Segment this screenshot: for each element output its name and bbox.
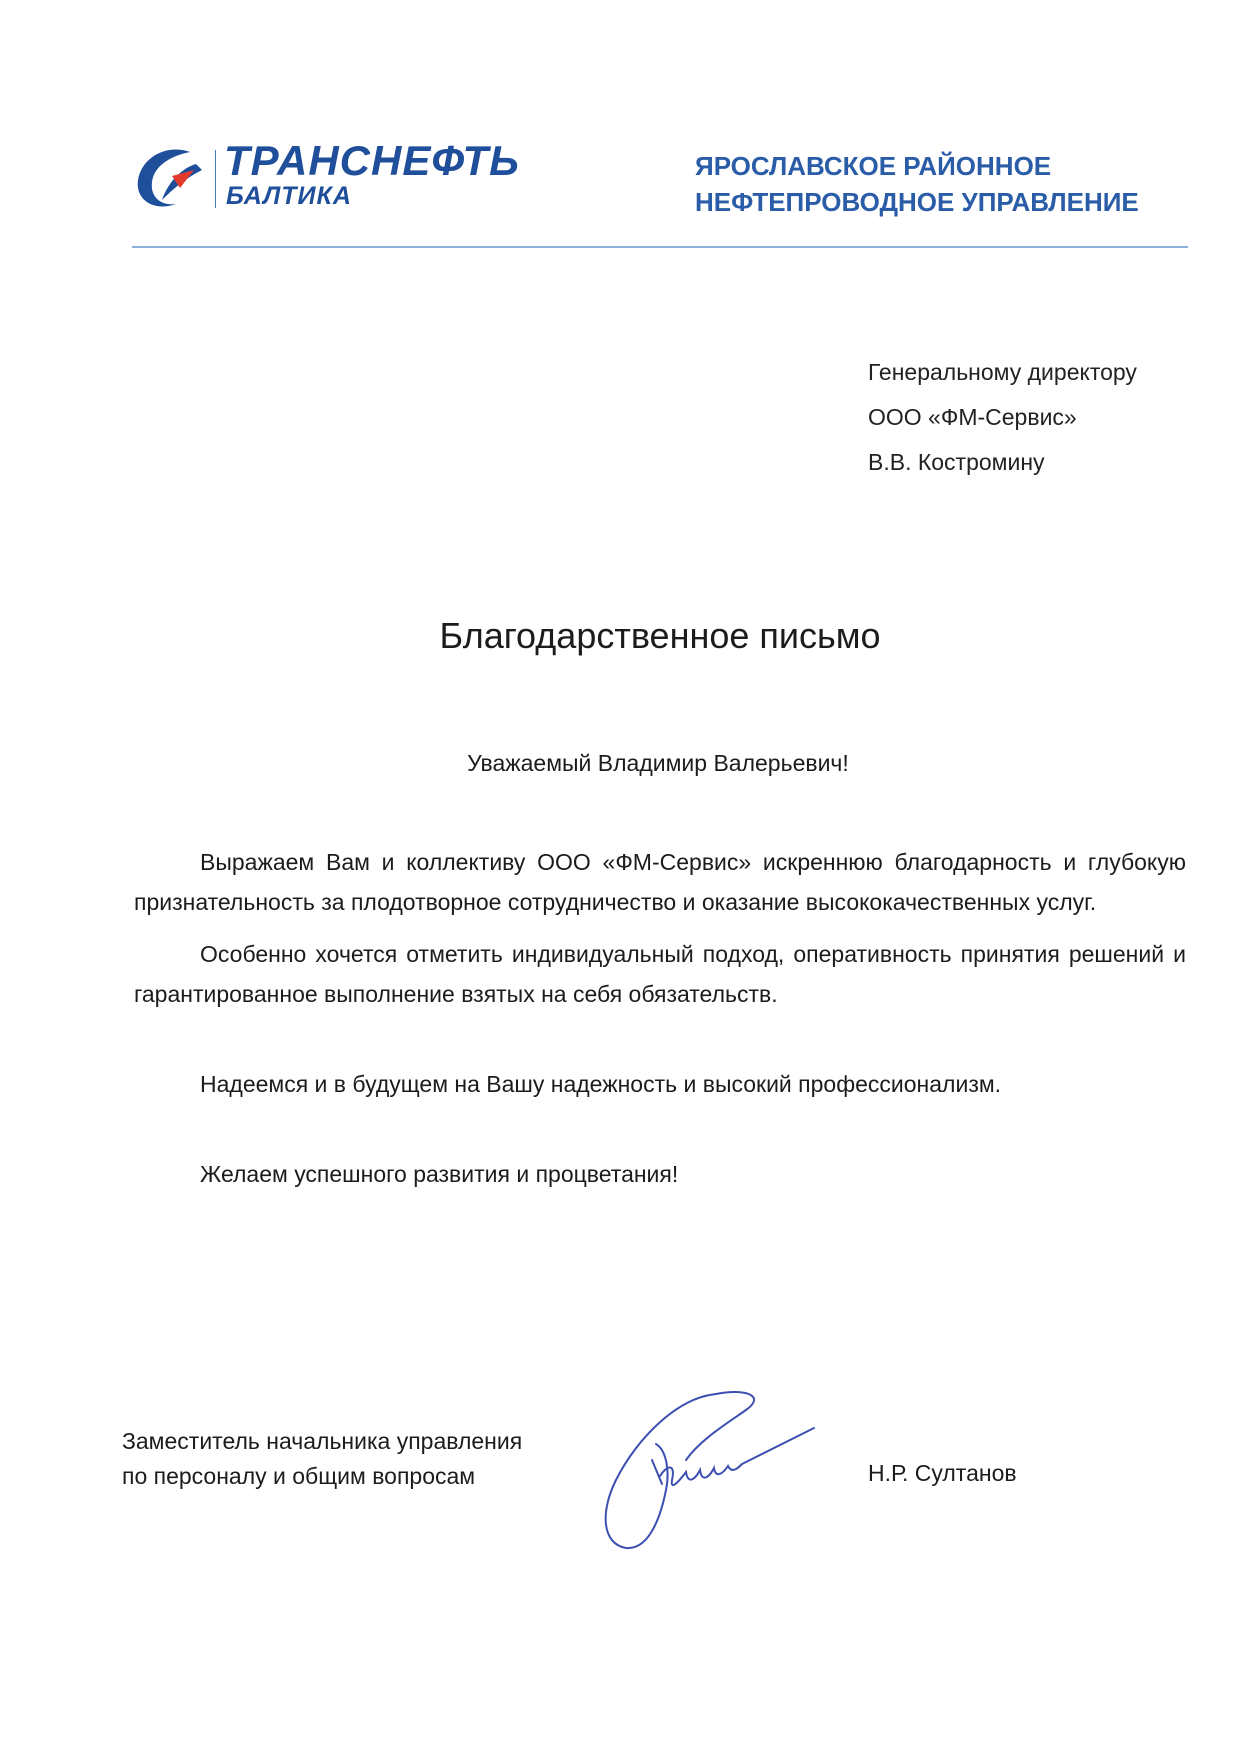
- organization-name: [695, 148, 1139, 220]
- org-line-2: НЕФТЕПРОВОДНОЕ УПРАВЛЕНИЕ: [695, 187, 1139, 217]
- salutation: Уважаемый Владимир Валерьевич!: [467, 750, 849, 776]
- signatory-name: Н.Р. Султанов: [868, 1460, 1017, 1486]
- company-logo: [132, 138, 562, 218]
- body-paragraph: Надеемся и в будущем на Вашу надежность и высокий профессионализм.: [200, 1071, 1002, 1097]
- letter-body: [134, 842, 1186, 1194]
- handwritten-signature: [596, 1380, 826, 1560]
- logo-divider: [215, 150, 216, 208]
- logo-name: ТРАНСНЕФТЬ: [224, 137, 520, 184]
- body-paragraph: Выражаем Вам и коллективу ООО «ФМ-Сервис» искреннюю благодарность и глубокую признательность за плодотворное сотрудничество и оказание высококачественных услуг.: [134, 849, 1186, 915]
- signatory-title-line-1: Заместитель начальника управления: [122, 1428, 523, 1454]
- letter-title: Благодарственное письмо: [439, 615, 881, 656]
- logo-subtitle: БАЛТИКА: [226, 182, 352, 210]
- org-line-1: ЯРОСЛАВСКОЕ РАЙОННОЕ: [695, 151, 1052, 181]
- header-divider: [132, 246, 1188, 248]
- addressee-block: [868, 350, 1137, 485]
- addressee-name: В.В. Костромину: [868, 449, 1045, 475]
- signatory-title: [122, 1424, 522, 1494]
- transneft-logo-icon: [132, 142, 210, 212]
- signatory-title-line-2: по персоналу и общим вопросам: [122, 1463, 476, 1489]
- addressee-company: ООО «ФМ-Сервис»: [868, 404, 1077, 430]
- body-paragraph: Желаем успешного развития и процветания!: [200, 1161, 679, 1187]
- body-paragraph: Особенно хочется отметить индивидуальный подход, оперативность принятия решений и гарантированное выполнение взятых на себя обязательств.: [134, 941, 1186, 1007]
- addressee-position: Генеральному директору: [868, 359, 1137, 385]
